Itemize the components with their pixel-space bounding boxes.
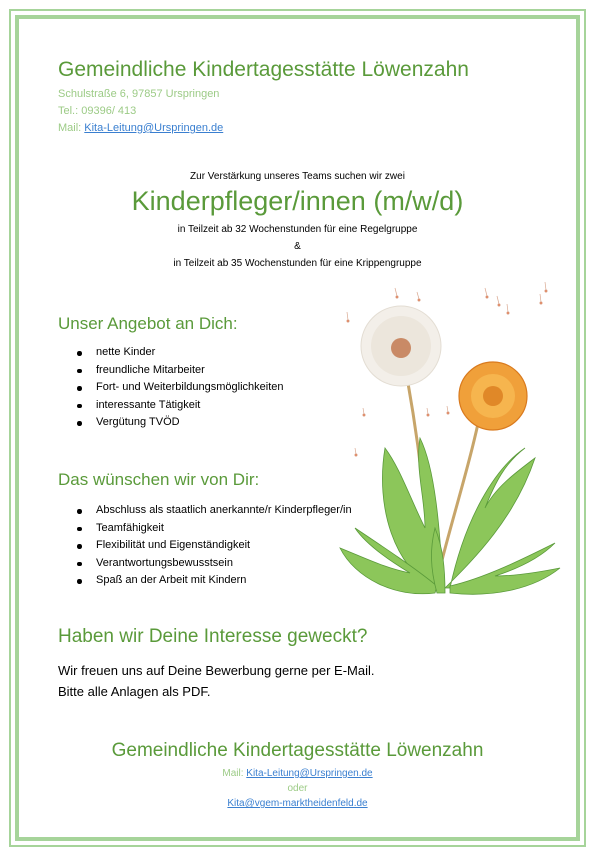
dandelion-leaves: [340, 438, 560, 594]
offer-title: Unser Angebot an Dich:: [58, 314, 238, 333]
list-item: Fort- und Weiterbildungsmöglichkeiten: [96, 379, 284, 397]
footer-mail-2: [0, 798, 595, 809]
list-item: Spaß an der Arbeit mit Kindern: [96, 572, 352, 590]
dandelion-illustration: [325, 268, 575, 613]
list-item: interessante Tätigkeit: [96, 397, 284, 415]
header-mail: [58, 122, 223, 134]
footer-mail: [0, 768, 595, 779]
footer-mail2-link[interactable]: Kita@vgem-marktheidenfeld.de: [227, 798, 368, 809]
closing-line-1: Wir freuen uns auf Deine Bewerbung gerne per E-Mail.: [58, 663, 375, 678]
list-item: nette Kinder: [96, 344, 284, 362]
wish-title: Das wünschen wir von Dir:: [58, 470, 260, 489]
dandelion-puffball: [361, 306, 441, 386]
list-item: Flexibilität und Eigenständigkeit: [96, 537, 352, 555]
header-mail-link[interactable]: Kita-Leitung@Urspringen.de: [84, 122, 224, 134]
job-ampersand: &: [294, 241, 301, 252]
closing-title: Haben wir Deine Interesse geweckt?: [58, 626, 368, 647]
footer-title: Gemeindliche Kindertagesstätte Löwenzahn: [111, 740, 484, 761]
closing-line-2: Bitte alle Anlagen als PDF.: [58, 684, 211, 699]
footer-mail-prefix: Mail:: [222, 768, 247, 779]
job-title: Kinderpfleger/innen (m/w/d): [131, 186, 464, 216]
list-item: Vergütung TVÖD: [96, 414, 284, 432]
job-line-1: in Teilzeit ab 32 Wochenstunden für eine Regelgruppe: [177, 224, 418, 235]
list-item: freundliche Mitarbeiter: [96, 362, 284, 380]
list-item: Abschluss als staatlich anerkannte/r Kinderpfleger/in: [96, 502, 352, 520]
job-intro: Zur Verstärkung unseres Teams suchen wir zwei: [190, 171, 405, 182]
header-address: Schulstraße 6, 97857 Urspringen: [58, 88, 220, 100]
header-phone: Tel.: 09396/ 413: [58, 105, 137, 117]
footer-mail-link[interactable]: Kita-Leitung@Urspringen.de: [246, 768, 373, 779]
list-item: Verantwortungsbewusstsein: [96, 555, 352, 573]
job-line-2: in Teilzeit ab 35 Wochenstunden für eine Krippengruppe: [173, 258, 422, 269]
header-title: Gemeindliche Kindertagesstätte Löwenzahn: [58, 58, 469, 81]
list-item: Teamfähigkeit: [96, 520, 352, 538]
footer-or: oder: [287, 783, 308, 794]
header-mail-prefix: Mail:: [58, 122, 85, 134]
wish-list: [58, 502, 352, 590]
offer-list: [58, 344, 284, 432]
dandelion-flower: [459, 362, 527, 430]
